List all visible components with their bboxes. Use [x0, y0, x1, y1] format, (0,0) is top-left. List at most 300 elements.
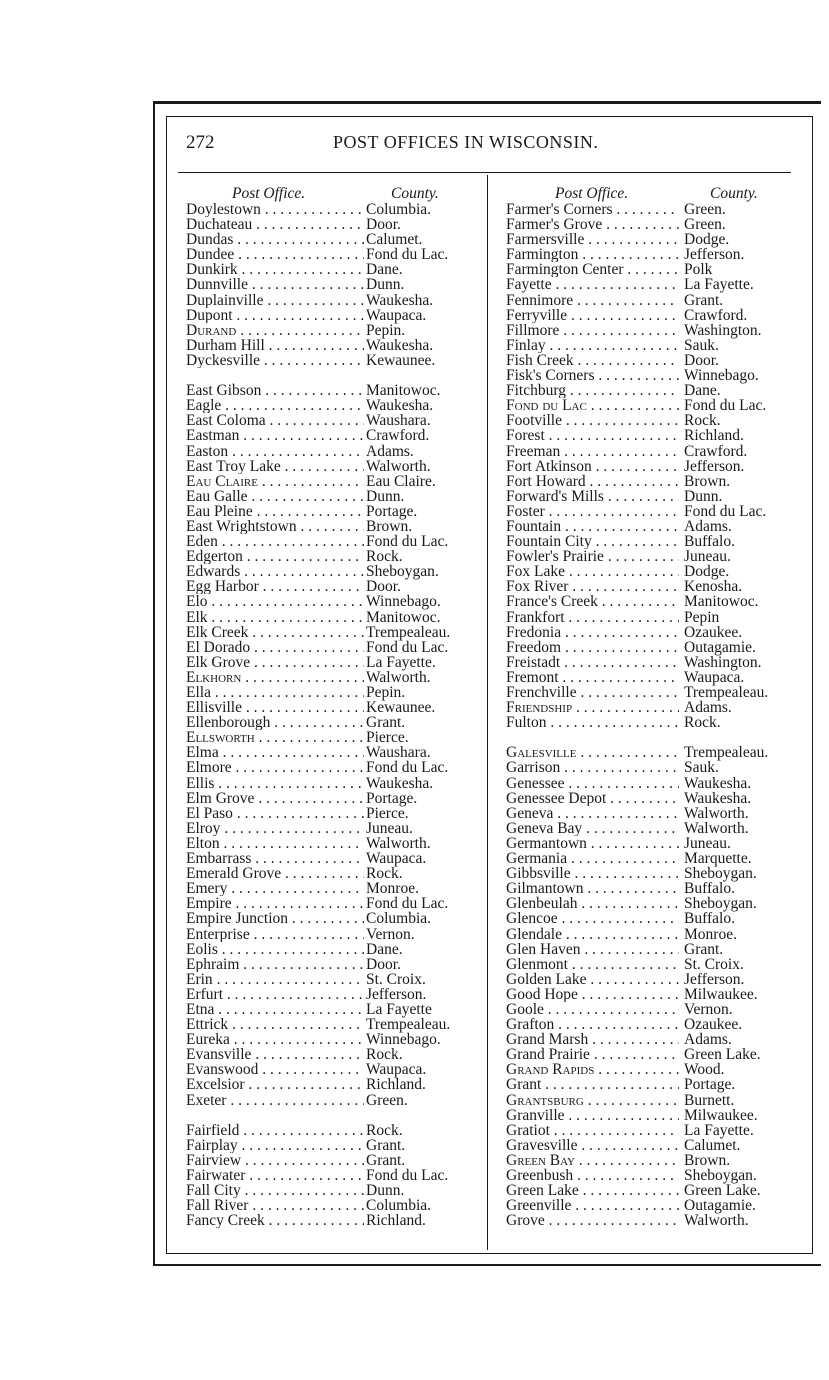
county-name: Pierce.: [366, 729, 409, 747]
county-name: Trempealeau.: [684, 744, 769, 762]
county-name: Dunn.: [366, 1182, 405, 1200]
post-office-name: Evansville . . .: [186, 1047, 364, 1062]
county-name: Sauk.: [684, 336, 719, 354]
post-office-name: Eau Pleine . . .: [186, 504, 364, 519]
list-item: [506, 1153, 801, 1168]
list-item: [506, 806, 801, 821]
list-item: [186, 942, 476, 957]
county-name: Adams.: [684, 699, 732, 717]
post-office-name: Glendale . . .: [506, 927, 679, 942]
post-office-name: Fancy Creek . . .: [186, 1213, 364, 1228]
list-item: [506, 444, 801, 459]
county-name: Winnebago.: [366, 1031, 441, 1049]
list-item: [506, 972, 801, 987]
county-name: Sauk.: [684, 759, 719, 777]
county-name: Sheboygan.: [366, 563, 439, 581]
post-office-name: Dunkirk . . .: [186, 262, 364, 277]
post-office-name: Fitchburg . . .: [506, 383, 679, 398]
list-item: [186, 1153, 476, 1168]
county-heading: County.: [710, 185, 758, 202]
right-border: [812, 116, 813, 1254]
post-office-name: Farmer's Corners . . .: [506, 202, 679, 217]
post-office-name: Grove . . .: [506, 1213, 679, 1228]
county-name: Grant.: [684, 291, 724, 309]
list-item: [186, 1138, 476, 1153]
county-name: Brown.: [684, 472, 731, 490]
county-name: Juneau.: [366, 819, 413, 837]
post-office-name: Geneva . . .: [506, 806, 679, 821]
list-item: [186, 232, 476, 247]
county-name: Kenosha.: [684, 578, 743, 596]
list-item: [506, 1138, 801, 1153]
county-name: Richland.: [366, 1212, 426, 1230]
county-name: Waushara.: [366, 744, 431, 762]
list-item: [506, 338, 801, 353]
county-name: Crawford.: [684, 442, 748, 460]
left-column-header: [186, 185, 476, 202]
post-office-name: France's Creek . . .: [506, 594, 679, 609]
post-office-name: Fredonia . . .: [506, 625, 679, 640]
county-name: Manitowoc.: [366, 382, 441, 400]
county-name: Portage.: [684, 1076, 736, 1094]
post-office-name: Ellsworth . . .: [186, 730, 364, 745]
list-item: [186, 1017, 476, 1032]
county-name: La Fayette.: [684, 276, 754, 294]
list-item: [506, 957, 801, 972]
list-item: [506, 791, 801, 806]
post-office-name: Genessee . . .: [506, 776, 679, 791]
bottom-rule-thin: [166, 1253, 813, 1254]
post-office-name: Fox Lake . . .: [506, 564, 679, 579]
post-office-name: Fisk's Corners . . .: [506, 368, 679, 383]
list-item: [506, 534, 801, 549]
post-office-name: Doylestown . . .: [186, 202, 364, 217]
list-item: [186, 640, 476, 655]
county-name: Calumet.: [366, 231, 423, 249]
post-office-name: Glen Haven . . .: [506, 942, 679, 957]
county-name: Waupaca.: [684, 668, 745, 686]
county-name: Jefferson.: [684, 246, 745, 264]
post-office-name: Dunnville . . .: [186, 277, 364, 292]
county-name: Fond du Lac.: [684, 502, 767, 520]
list-item: [186, 293, 476, 308]
list-item: [506, 851, 801, 866]
county-name: Waukesha.: [366, 397, 434, 415]
county-name: Door.: [366, 578, 401, 596]
post-office-name: Granville . . .: [506, 1108, 679, 1123]
list-item: [506, 428, 801, 443]
post-office-name: Gibbsville . . .: [506, 866, 679, 881]
county-name: Rock.: [366, 865, 403, 883]
post-office-name: Elmore . . .: [186, 760, 364, 775]
post-office-name: El Paso . . .: [186, 806, 364, 821]
list-item: [186, 927, 476, 942]
county-name: Fond du Lac.: [366, 895, 449, 913]
county-name: Fond du Lac.: [684, 397, 767, 415]
county-name: Waupaca.: [366, 306, 427, 324]
county-name: Manitowoc.: [366, 608, 441, 626]
county-name: La Fayette.: [684, 1121, 754, 1139]
page-number: 272: [186, 132, 215, 153]
list-item: [506, 293, 801, 308]
post-office-name: Farmersville . . .: [506, 232, 679, 247]
post-office-name: Greenbush . . .: [506, 1168, 679, 1183]
post-office-name: Fairwater . . .: [186, 1168, 364, 1183]
county-name: Manitowoc.: [684, 593, 759, 611]
post-office-name: Fountain City . . .: [506, 534, 679, 549]
county-name: Waukesha.: [366, 291, 434, 309]
post-office-name: Empire Junction . . .: [186, 911, 364, 926]
post-office-name: Ellis . . .: [186, 776, 364, 791]
list-item: [506, 896, 801, 911]
county-name: Green Lake.: [684, 1046, 761, 1064]
county-name: Grant.: [366, 714, 406, 732]
county-name: Kewaunee.: [366, 699, 436, 717]
post-office-name: Freeman . . .: [506, 444, 679, 459]
list-item: [506, 1062, 801, 1077]
list-item: [506, 398, 801, 413]
county-name: Trempealeau.: [366, 1016, 451, 1034]
post-office-name: Eagle . . .: [186, 398, 364, 413]
list-item: [506, 610, 801, 625]
post-office-name: Fennimore . . .: [506, 293, 679, 308]
post-office-name: Grant . . .: [506, 1077, 679, 1092]
list-item: [506, 277, 801, 292]
list-item: [186, 247, 476, 262]
county-name: Columbia.: [366, 201, 432, 218]
post-office-name: Green Lake . . .: [506, 1183, 679, 1198]
county-name: Trempealeau.: [366, 623, 451, 641]
list-item: [186, 308, 476, 323]
post-office-name: Edgerton . . .: [186, 549, 364, 564]
list-item: [506, 564, 801, 579]
county-name: Pierce.: [366, 804, 409, 822]
post-office-name: Glenmont . . .: [506, 957, 679, 972]
list-item: [186, 972, 476, 987]
post-office-name: Eau Galle . . .: [186, 489, 364, 504]
post-office-name: Forward's Mills . . .: [506, 489, 679, 504]
list-item: [506, 549, 801, 564]
county-name: St. Croix.: [684, 955, 744, 973]
post-office-name: Grand Rapids . . .: [506, 1062, 679, 1077]
post-office-name: Empire . . .: [186, 896, 364, 911]
post-office-name: Fillmore . . .: [506, 323, 679, 338]
list-item: [186, 504, 476, 519]
list-item: [186, 700, 476, 715]
post-office-name: Ferryville . . .: [506, 308, 679, 323]
county-name: Dunn.: [366, 487, 405, 505]
left-column: [186, 185, 476, 1228]
post-office-name: Erfurt . . .: [186, 987, 364, 1002]
list-item: [186, 1198, 476, 1213]
county-name: Wood.: [684, 1061, 725, 1079]
post-office-name: Foster . . .: [506, 504, 679, 519]
list-item: [186, 776, 476, 791]
county-name: Walworth.: [684, 1212, 749, 1230]
post-office-name: Frenchville . . .: [506, 685, 679, 700]
list-item: [186, 579, 476, 594]
post-office-name: Fairplay . . .: [186, 1138, 364, 1153]
post-office-name: Grantsburg . . .: [506, 1093, 679, 1108]
list-item: [186, 413, 476, 428]
list-item: [186, 444, 476, 459]
county-name: Richland.: [684, 427, 744, 445]
post-office-name: East Gibson . . .: [186, 383, 364, 398]
county-name: Buffalo.: [684, 533, 735, 551]
post-office-name: East Wrightstown . . .: [186, 519, 364, 534]
county-name: Ozaukee.: [684, 1016, 743, 1034]
post-office-name: Ellisville . . .: [186, 700, 364, 715]
list-item: [186, 1077, 476, 1092]
post-office-name: Durand . . .: [186, 323, 364, 338]
list-item: [506, 1017, 801, 1032]
list-item: [506, 1093, 801, 1108]
county-name: Dodge.: [684, 231, 730, 249]
county-name: Dane.: [366, 940, 403, 958]
column-divider: [487, 175, 488, 1250]
list-item: [186, 655, 476, 670]
county-name: Dodge.: [684, 563, 730, 581]
post-office-name: Ettrick . . .: [186, 1017, 364, 1032]
post-office-name: Dundas . . .: [186, 232, 364, 247]
list-item: [186, 338, 476, 353]
post-office-name: Farmer's Grove . . .: [506, 217, 679, 232]
post-office-name: East Coloma . . .: [186, 413, 364, 428]
post-office-name: Elo . . .: [186, 594, 364, 609]
list-item: [506, 579, 801, 594]
post-office-name: Genessee Depot . . .: [506, 791, 679, 806]
county-name: Waukesha.: [366, 774, 434, 792]
list-item: [186, 489, 476, 504]
post-office-name: Fowler's Prairie . . .: [506, 549, 679, 564]
county-name: Rock.: [684, 714, 721, 732]
county-name: Brown.: [366, 517, 413, 535]
county-name: Marquette.: [684, 850, 752, 868]
county-name: Ozaukee.: [684, 623, 743, 641]
post-office-name: Fond du Lac . . .: [506, 398, 679, 413]
county-name: La Fayette.: [366, 653, 436, 671]
post-office-name: East Troy Lake . . .: [186, 459, 364, 474]
list-item: [186, 851, 476, 866]
county-name: Portage.: [366, 789, 418, 807]
top-rule-thin: [166, 116, 813, 117]
list-item: [506, 655, 801, 670]
list-item: [506, 836, 801, 851]
section-gap: [186, 368, 476, 383]
list-item: [506, 217, 801, 232]
post-office-name: Elk Grove . . .: [186, 655, 364, 670]
list-item: [506, 262, 801, 277]
post-office-name: Durham Hill . . .: [186, 338, 364, 353]
list-item: [186, 715, 476, 730]
county-name: Rock.: [366, 1121, 403, 1139]
county-name: Washington.: [684, 321, 762, 339]
list-item: [506, 625, 801, 640]
county-name: Grant.: [366, 1151, 406, 1169]
county-name: Walworth.: [366, 457, 431, 475]
list-item: [186, 1093, 476, 1108]
list-item: [506, 670, 801, 685]
list-item: [506, 942, 801, 957]
list-item: [186, 881, 476, 896]
left-border-inner: [166, 116, 167, 1254]
county-name: Waukesha.: [366, 336, 434, 354]
post-office-name: Grafton . . .: [506, 1017, 679, 1032]
post-office-name: Exeter . . .: [186, 1093, 364, 1108]
county-name: Walworth.: [366, 834, 431, 852]
county-name: Outagamie.: [684, 638, 756, 656]
post-office-name: Enterprise . . .: [186, 927, 364, 942]
county-name: Calumet.: [684, 1136, 741, 1154]
list-item: [186, 428, 476, 443]
post-office-name: Embarrass . . .: [186, 851, 364, 866]
county-name: Juneau.: [684, 548, 731, 566]
post-office-name: Eureka . . .: [186, 1032, 364, 1047]
county-name: Waukesha.: [684, 789, 752, 807]
post-office-name: Erin . . .: [186, 972, 364, 987]
list-item: [186, 217, 476, 232]
list-item: [506, 1168, 801, 1183]
page-title: POST OFFICES IN WISCONSIN.: [333, 132, 599, 152]
list-item: [186, 911, 476, 926]
post-office-name: Grand Prairie . . .: [506, 1047, 679, 1062]
post-office-name: Eastman . . .: [186, 428, 364, 443]
post-office-name: Good Hope . . .: [506, 987, 679, 1002]
list-item: [506, 745, 801, 760]
post-office-name: Eden . . .: [186, 534, 364, 549]
post-office-name: Germania . . .: [506, 851, 679, 866]
list-item: [186, 610, 476, 625]
post-office-name: Dundee . . .: [186, 247, 364, 262]
county-name: Kewaunee.: [366, 351, 436, 369]
list-item: [506, 368, 801, 383]
list-item: [186, 594, 476, 609]
list-item: [186, 791, 476, 806]
list-item: [186, 277, 476, 292]
section-gap: [186, 1108, 476, 1123]
county-name: Milwaukee.: [684, 1106, 758, 1124]
post-office-name: Friendship . . .: [506, 700, 679, 715]
county-name: Brown.: [684, 1151, 731, 1169]
county-name: Washington.: [684, 653, 762, 671]
list-item: [186, 1032, 476, 1047]
county-name: Walworth.: [684, 819, 749, 837]
county-name: Eau Claire.: [366, 472, 436, 490]
list-item: [186, 459, 476, 474]
post-office-name: Frankfort . . .: [506, 610, 679, 625]
county-name: Jefferson.: [684, 970, 745, 988]
post-office-name: Forest . . .: [506, 428, 679, 443]
list-item: [186, 670, 476, 685]
list-item: [186, 730, 476, 745]
post-office-name: Dupont . . .: [186, 308, 364, 323]
list-item: [506, 911, 801, 926]
county-name: Vernon.: [366, 925, 415, 943]
list-item: [506, 353, 801, 368]
left-border-outer: [153, 101, 155, 1266]
list-item: [506, 1032, 801, 1047]
list-item: [506, 776, 801, 791]
post-office-name: Easton . . .: [186, 444, 364, 459]
county-name: Dunn.: [366, 276, 405, 294]
post-office-name: Finlay . . .: [506, 338, 679, 353]
post-office-name: Elm Grove . . .: [186, 791, 364, 806]
county-name: Columbia.: [366, 910, 432, 928]
county-name: Waupaca.: [366, 850, 427, 868]
post-office-name: Emerald Grove . . .: [186, 866, 364, 881]
county-name: Winnebago.: [684, 367, 759, 385]
post-office-name: Elma . . .: [186, 745, 364, 760]
right-column-header: [506, 185, 801, 202]
post-office-name: Freedom . . .: [506, 640, 679, 655]
list-item: [506, 1183, 801, 1198]
county-name: Rock.: [366, 548, 403, 566]
list-item: [186, 519, 476, 534]
left-entries: [186, 202, 476, 1228]
list-item: [186, 534, 476, 549]
list-item: [186, 1213, 476, 1228]
list-item: [506, 1213, 801, 1228]
post-office-name: Fall City . . .: [186, 1183, 364, 1198]
county-name: Waukesha.: [684, 774, 752, 792]
post-office-name: Fort Atkinson . . .: [506, 459, 679, 474]
list-item: [186, 1047, 476, 1062]
county-name: Green.: [684, 216, 726, 234]
county-name: Dane.: [684, 382, 721, 400]
county-name: Grant.: [684, 940, 724, 958]
post-office-name: Farmington Center . . .: [506, 262, 679, 277]
post-office-name: Elk . . .: [186, 610, 364, 625]
county-name: Sheboygan.: [684, 865, 757, 883]
list-item: [186, 1002, 476, 1017]
post-office-name: Ellenborough . . .: [186, 715, 364, 730]
post-office-name: Fountain . . .: [506, 519, 679, 534]
county-name: Winnebago.: [366, 593, 441, 611]
list-item: [506, 1123, 801, 1138]
list-item: [506, 987, 801, 1002]
post-office-name: Glencoe . . .: [506, 911, 679, 926]
list-item: [506, 640, 801, 655]
list-item: [186, 896, 476, 911]
post-office-name: Elton . . .: [186, 836, 364, 851]
list-item: [506, 927, 801, 942]
right-entries: [506, 202, 801, 1228]
list-item: [506, 504, 801, 519]
post-office-name: Gratiot . . .: [506, 1123, 679, 1138]
list-item: [186, 383, 476, 398]
county-name: Buffalo.: [684, 880, 735, 898]
post-office-name: Freistadt . . .: [506, 655, 679, 670]
post-office-name: Gilmantown . . .: [506, 881, 679, 896]
post-office-name: Germantown . . .: [506, 836, 679, 851]
list-item: [186, 323, 476, 338]
post-office-name: Ephraim . . .: [186, 957, 364, 972]
list-item: [506, 715, 801, 730]
county-name: Dunn.: [684, 487, 723, 505]
county-name: Door.: [684, 351, 719, 369]
list-item: [186, 398, 476, 413]
list-item: [506, 866, 801, 881]
post-office-name: Elk Creek . . .: [186, 625, 364, 640]
list-item: [186, 1168, 476, 1183]
list-item: [506, 700, 801, 715]
post-office-name: Fairfield . . .: [186, 1123, 364, 1138]
post-office-name: Etna . . .: [186, 1002, 364, 1017]
list-item: [186, 957, 476, 972]
post-office-name: Fall River . . .: [186, 1198, 364, 1213]
post-office-name: Fort Howard . . .: [506, 474, 679, 489]
post-office-name: Elroy . . .: [186, 821, 364, 836]
